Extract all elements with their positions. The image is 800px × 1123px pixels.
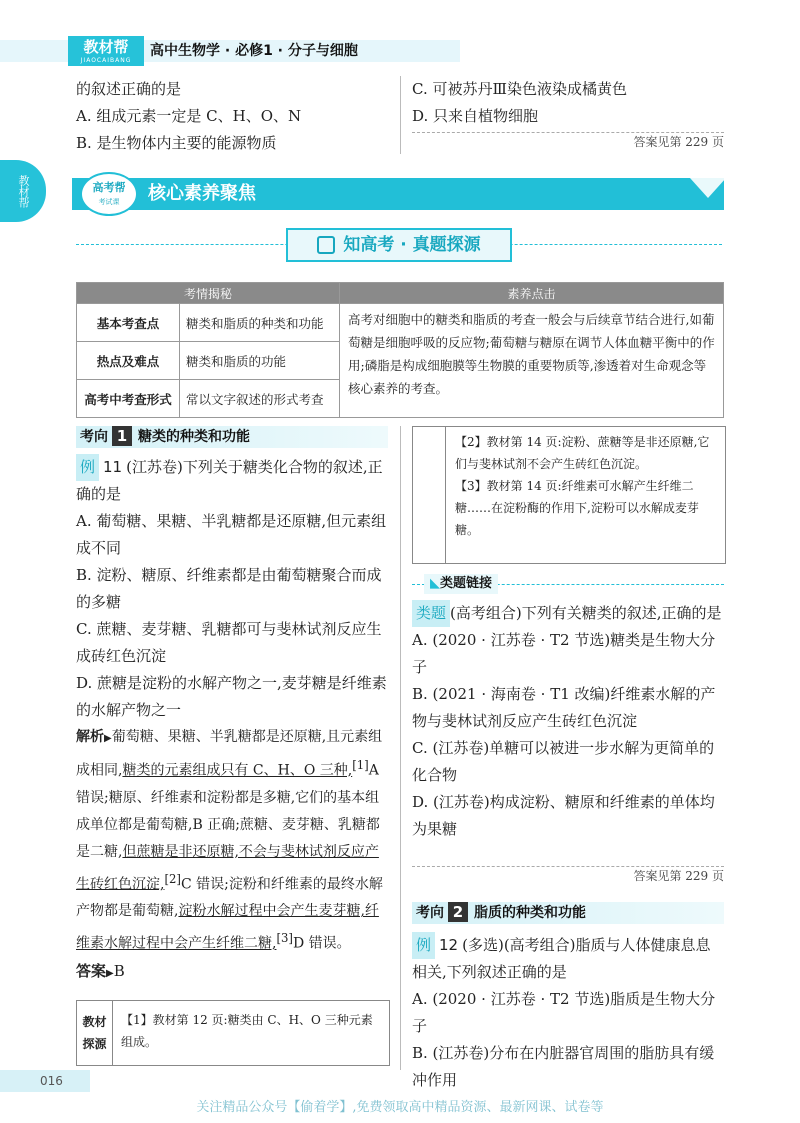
source-items — [455, 431, 717, 541]
header-logo — [68, 36, 144, 66]
banner-title: 核心素养聚焦 — [148, 183, 256, 204]
stem-text: (江苏卷)下列关于糖类化合物的叙述,正确的是 — [76, 458, 383, 503]
option: B. 淀粉、糖原、纤维素都是由葡萄糖聚合而成的多糖 — [76, 566, 382, 611]
section-prefix: 考向 — [416, 905, 444, 921]
example-number: 12 — [439, 936, 459, 954]
page-number: 016 — [40, 1074, 63, 1088]
answer-ref-text: 答案见第 229 页 — [633, 869, 724, 883]
book-title: 高中生物学 · 必修1 · 分子与细胞 — [150, 43, 358, 59]
logo-text: 教材帮 — [83, 38, 129, 56]
related-question — [412, 600, 724, 843]
footnote-mark: [3] — [276, 931, 293, 946]
related-title — [424, 574, 498, 594]
answer-ref — [412, 132, 724, 150]
exam-info-table — [76, 282, 724, 418]
table-key: 热点及难点 — [77, 342, 180, 380]
table-head-left: 考情揭秘 — [77, 283, 340, 304]
analysis — [76, 724, 388, 958]
option: D. (江苏卷)构成淀粉、糖原和纤维素的单体均为果糖 — [412, 793, 715, 838]
source-item-3: 【3】教材第 14 页:纤维素可水解产生纤维二糖……在淀粉酶的作用下,淀粉可以水解成麦芽糖。 — [455, 479, 699, 537]
analysis-text: C 错误;淀粉和纤维素的最终水解产物都是葡萄糖, — [76, 876, 383, 920]
section-1-header — [76, 426, 388, 448]
footnote-mark: [1] — [352, 758, 369, 772]
footer-promo: 关注精品公众号【偷着学】,免费领取高中精品资源、最新网课、试卷等 — [196, 1100, 604, 1115]
analysis-underline: 但蔗糖是非还原糖,不会与斐林试剂反应产生砖红色沉淀, — [76, 843, 379, 893]
text-line: B. 是生物体内主要的能源物质 — [76, 134, 277, 152]
table-head-right: 素养点击 — [340, 283, 724, 304]
badge-subtext: 考试课 — [98, 198, 120, 206]
analysis-text: 葡萄糖、果糖、半乳糖都是还原糖,且元素组成相同, — [76, 729, 383, 779]
banner-arrow — [690, 178, 726, 210]
section-2-header — [412, 902, 724, 924]
chevron-right-icon: ▶ — [106, 967, 114, 979]
related-stem-text: (高考组合)下列有关糖类的叙述,正确的是 — [450, 604, 722, 622]
section-title: 脂质的种类和功能 — [474, 905, 586, 921]
answer-value: B — [113, 961, 125, 980]
source-item-1: 【1】教材第 12 页:糖类由 C、H、O 三种元素组成。 — [121, 1013, 373, 1049]
analysis-text: D 错误。 — [292, 935, 351, 952]
option: B. (2021 · 海南卷 · T1 改编)纤维素水解的产物与斐林试剂反应产生砖红色沉淀 — [412, 685, 716, 730]
answer-label: 答案 — [76, 961, 107, 980]
source-box-upper — [412, 426, 726, 564]
source-item-2: 【2】教材第 14 页:淀粉、蔗糖等是非还原糖,它们与斐林试剂不会产生砖红色沉淀。 — [455, 435, 710, 471]
example-tag: 例 — [76, 454, 99, 481]
banner-badge — [80, 172, 138, 216]
analysis-text: A 错误;糖原、纤维素和淀粉都是多糖,它们的基本组成单位都是葡萄糖,B 正确;蔗糖、麦芽糖、乳糖都是二糖, — [76, 762, 380, 860]
top-left-question — [76, 76, 396, 157]
option: A. (2020 · 江苏卷 · T2 节选)糖类是生物大分子 — [412, 631, 716, 676]
option: D. 蔗糖是淀粉的水解产物之一,麦芽糖是纤维素的水解产物之一 — [76, 674, 387, 719]
text-line: 的叙述正确的是 — [76, 80, 182, 98]
footnote-mark: [2] — [164, 871, 181, 886]
text-line: D. 只来自植物细胞 — [412, 107, 539, 125]
example-11 — [76, 454, 388, 987]
logo-subtext: JIAOCAIBANG — [80, 57, 132, 64]
source-label-1: 教材 — [82, 1015, 107, 1029]
answer-ref — [412, 866, 724, 884]
section-number: 2 — [448, 902, 468, 922]
stem-text: (多选)(高考组合)脂质与人体健康息息相关,下列叙述正确的是 — [412, 936, 711, 981]
related-tag: 类题 — [412, 600, 450, 627]
related-title-text: 类题链接 — [440, 576, 493, 591]
source-box-lower — [76, 1000, 390, 1066]
analysis-underline: 糖类的元素组成只有 C、H、O 三种, — [122, 762, 353, 779]
option: A. (2020 · 江苏卷 · T2 节选)脂质是生物大分子 — [412, 990, 716, 1035]
related-stem — [412, 600, 724, 627]
sub-banner-title: 知高考 · 真题探源 — [343, 235, 481, 255]
table-key: 高考中考查形式 — [77, 380, 180, 418]
table-right-text: 高考对细胞中的糖类和脂质的考查一般会与后续章节结合进行,如葡萄糖是细胞呼吸的反应物;葡萄糖与糖原在调节人体血糖平衡中的作用;磷脂是构成细胞膜等生物膜的重要物质等,渗透着对生命观念等核心素养的考查。 — [340, 304, 724, 418]
example-number: 11 — [103, 458, 123, 476]
chevron-right-icon: ▶ — [104, 733, 112, 744]
badge-text: 高考帮 — [92, 181, 126, 194]
source-label-column — [413, 427, 446, 563]
option: A. 葡萄糖、果糖、半乳糖都是还原糖,但元素组成不同 — [76, 512, 387, 557]
table-key: 基本考查点 — [77, 304, 180, 342]
example-stem — [412, 932, 724, 986]
answer-line — [76, 958, 388, 987]
answer-ref-text: 答案见第 229 页 — [633, 135, 724, 149]
source-label-2: 探源 — [82, 1037, 107, 1051]
option: B. (江苏卷)分布在内脏器官周围的脂肪具有缓冲作用 — [412, 1044, 715, 1089]
table-value: 常以文字叙述的形式考查 — [180, 380, 340, 418]
section-prefix: 考向 — [80, 429, 108, 445]
example-stem — [76, 454, 388, 508]
top-right-options — [412, 76, 724, 130]
pen-icon — [317, 236, 335, 254]
option: C. (江苏卷)单糖可以被进一步水解为更简单的化合物 — [412, 739, 715, 784]
section-number: 1 — [112, 426, 132, 446]
option: C. 蔗糖、麦芽糖、乳糖都可与斐林试剂反应生成砖红色沉淀 — [76, 620, 382, 665]
pin-icon: ◣ — [430, 576, 440, 591]
example-tag: 例 — [412, 932, 435, 959]
example-12 — [412, 932, 724, 1094]
source-label — [77, 1001, 113, 1065]
text-line: C. 可被苏丹Ⅲ染色液染成橘黄色 — [412, 80, 627, 98]
section-title: 糖类的种类和功能 — [138, 429, 250, 445]
side-tab: 教材帮 — [0, 160, 46, 222]
column-divider — [400, 426, 401, 1070]
table-value: 糖类和脂质的功能 — [180, 342, 340, 380]
table-value: 糖类和脂质的种类和功能 — [180, 304, 340, 342]
column-divider — [400, 76, 401, 154]
sub-banner — [286, 228, 512, 262]
analysis-underline: 淀粉水解过程中会产生麦芽糖,纤维素水解过程中会产生纤维二糖, — [76, 903, 379, 952]
analysis-label: 解析 — [76, 729, 104, 745]
text-line: A. 组成元素一定是 C、H、O、N — [76, 107, 302, 125]
